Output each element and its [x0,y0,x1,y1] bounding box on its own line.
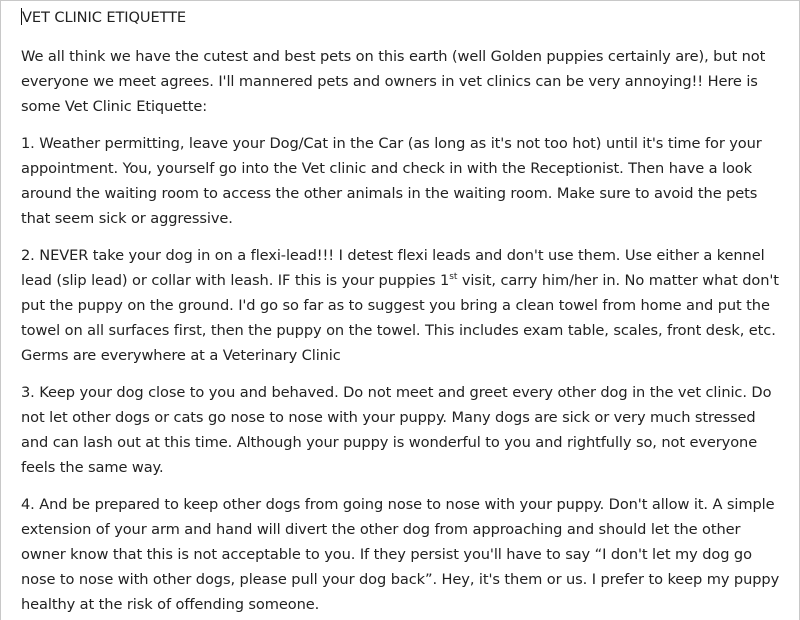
document-title-line [21,7,781,29]
intro-paragraph: We all think we have the cutest and best pets on this earth (well Golden puppies certainly are), but not everyone we meet agrees. I'll mannered pets and owners in vet clinics can be very annoying!! Here is some Vet Clinic Etiquette: [21,48,766,115]
document-title: VET CLINIC ETIQUETTE [22,9,187,26]
item-2-text-start: 2. NEVER take your dog in on a flexi-lead!!! I detest flexi leads and don't use them. Use either a kennel lead (slip lead) or collar with leash. IF this is your puppies 1 [21,247,765,289]
etiquette-item-3: 3. Keep your dog close to you and behaved. Do not meet and greet every other dog in the vet clinic. Do not let other dogs or cats go nose to nose with your puppy. Many dogs are sick or very much stressed and can lash out at this time. Although your puppy is wonderful to you and rightfully so, not everyone feels the same way. [21,384,772,476]
etiquette-item-4: 4. And be prepared to keep other dogs from going nose to nose with your puppy. Don't allow it. A simple extension of your arm and hand will divert the other dog from approaching and should let the other owner know that this is not acceptable to you. If they persist you'll have to say “I don't let my dog go nose to nose with other dogs, please pull your dog back”. Hey, it's them or us. I prefer to keep my puppy healthy at the risk of offending someone. [21,496,780,613]
ordinal-superscript: st [449,272,458,282]
etiquette-item-2 [21,243,781,368]
item-2-text-end: visit, carry him/her in. No matter what don't put the puppy on the ground. I'd go so far as to suggest you bring a clean towel from home and put the towel on all surfaces first, then the puppy on the towel. This includes exam table, scales, front desk, etc. Germs are everywhere at a Veterinary Clinic [21,272,779,364]
etiquette-item-1: 1. Weather permitting, leave your Dog/Cat in the Car (as long as it's not too hot) until it's time for your appointment. You, yourself go into the Vet clinic and check in with the Receptionist. Then have a look around the waiting room to access the other animals in the waiting room. Make sure to avoid the pets that seem sick or aggressive. [21,135,762,227]
document-body[interactable] [21,7,781,620]
